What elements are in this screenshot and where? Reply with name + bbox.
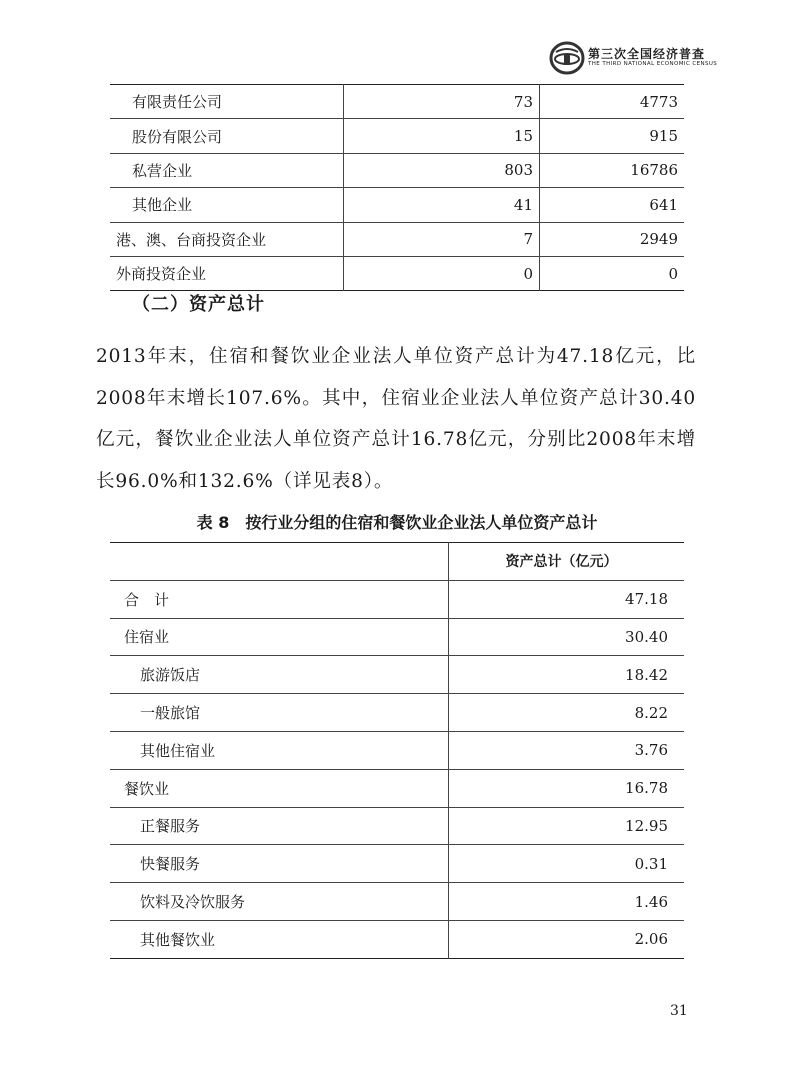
row-value-1: 15 xyxy=(344,119,540,153)
row-label: 股份有限公司 xyxy=(110,119,344,153)
row-value: 2.06 xyxy=(449,920,685,958)
row-value: 47.18 xyxy=(449,580,685,618)
table-row xyxy=(110,883,684,921)
row-label: 其他企业 xyxy=(110,188,344,222)
table-row xyxy=(110,188,684,222)
table-row xyxy=(110,85,684,119)
table-row xyxy=(110,222,684,256)
row-value-2: 0 xyxy=(540,256,685,290)
row-label: 旅游饭店 xyxy=(110,656,449,694)
row-label: 外商投资企业 xyxy=(116,265,207,284)
page-number: 31 xyxy=(670,1003,688,1019)
table-row xyxy=(110,694,684,732)
row-value: 30.40 xyxy=(449,618,685,656)
table-row xyxy=(110,845,684,883)
row-value-1: 7 xyxy=(344,222,540,256)
row-label: 正餐服务 xyxy=(110,807,449,845)
header-empty-cell xyxy=(110,543,449,581)
row-value-1: 41 xyxy=(344,188,540,222)
row-value: 16.78 xyxy=(449,769,685,807)
row-value: 0.31 xyxy=(449,845,685,883)
row-label: 其他餐饮业 xyxy=(140,930,216,949)
table-row xyxy=(110,656,684,694)
row-value-2: 2949 xyxy=(540,222,685,256)
row-label: 港、澳、台商投资企业 xyxy=(110,222,344,256)
table-row xyxy=(110,256,684,290)
row-label: 餐饮业 xyxy=(110,769,449,807)
table-row xyxy=(110,731,684,769)
table-caption: 表 8 按行业分组的住宿和餐饮业企业法人单位资产总计 xyxy=(196,513,598,532)
logo-title-en: THE THIRD NATIONAL ECONOMIC CENSUS xyxy=(588,61,718,67)
table-row xyxy=(110,807,684,845)
row-label: 合 计 xyxy=(110,580,449,618)
table-header-row xyxy=(110,543,684,581)
row-value-2: 16786 xyxy=(540,153,685,187)
logo-title-cn: 第三次全国经济普查 xyxy=(588,47,706,61)
row-value-2: 641 xyxy=(540,188,685,222)
row-value: 12.95 xyxy=(449,807,685,845)
table-row xyxy=(110,920,684,958)
asset-total-table xyxy=(110,542,684,959)
row-value: 3.76 xyxy=(449,731,685,769)
body-paragraph: 2013年末，住宿和餐饮业企业法人单位资产总计为47.18亿元，比2008年末增长107.6%。其中，住宿业企业法人单位资产总计30.40亿元，餐饮业企业法人单位资产总计16.78亿元，分别比2008年末增长96.0%和132.6%（详见表8）。 xyxy=(96,346,696,492)
row-label: 饮料及冷饮服务 xyxy=(110,883,449,921)
row-value-1: 803 xyxy=(344,153,540,187)
census-emblem-icon xyxy=(548,40,586,76)
table-row xyxy=(110,618,684,656)
row-value-1: 0 xyxy=(344,256,540,290)
table-row xyxy=(110,580,684,618)
row-label: 快餐服务 xyxy=(110,845,449,883)
enterprise-table-continued xyxy=(110,84,684,291)
row-label: 私营企业 xyxy=(110,153,344,187)
row-value-2: 4773 xyxy=(540,85,685,119)
row-value: 18.42 xyxy=(449,656,685,694)
row-label: 一般旅馆 xyxy=(110,694,449,732)
row-value: 1.46 xyxy=(449,883,685,921)
row-value-1: 73 xyxy=(344,85,540,119)
row-label: 有限责任公司 xyxy=(110,85,344,119)
row-value: 8.22 xyxy=(449,694,685,732)
table-row xyxy=(110,769,684,807)
column-header: 资产总计（亿元） xyxy=(449,543,685,581)
table-row xyxy=(110,119,684,153)
census-logo xyxy=(548,40,718,76)
row-value-2: 915 xyxy=(540,119,685,153)
section-heading: （二）资产总计 xyxy=(132,294,265,315)
row-label: 住宿业 xyxy=(110,618,449,656)
row-label: 其他住宿业 xyxy=(110,731,449,769)
table-row xyxy=(110,153,684,187)
